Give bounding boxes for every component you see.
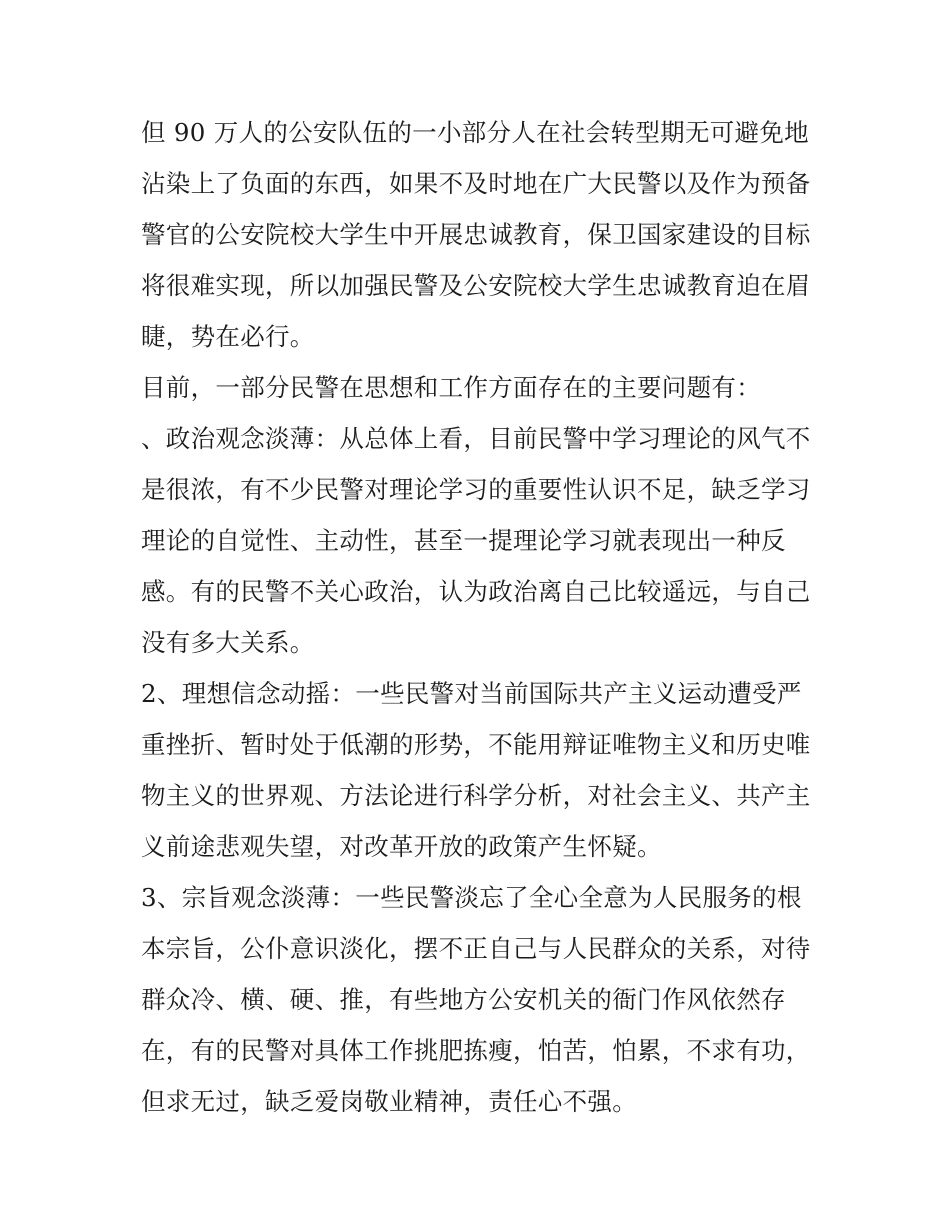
text-line: 在，有的民警对具体工作挑肥拣瘦，怕苦，怕累，不求有功， [141,1036,811,1065]
text-line: 群众冷、横、硬、推，有些地方公安机关的衙门作风依然存 [141,985,786,1014]
text-line: 2、理想信念动摇：一些民警对当前国际共产主义运动遭受严 [141,679,802,708]
document-body [141,107,821,1127]
text-line: 目前，一部分民警在思想和工作方面存在的主要问题有： [141,373,761,402]
text-line: 感。有的民警不关心政治，认为政治离自己比较遥远，与自己 [141,577,811,606]
text-line: 没有多大关系。 [141,628,315,657]
text-line: 本宗旨，公仆意识淡化，摆不正自己与人民群众的关系，对待 [141,934,811,963]
text-line: 物主义的世界观、方法论进行科学分析，对社会主义、共产主 [141,781,811,810]
text-line: 理论的自觉性、主动性，甚至一提理论学习就表现出一种反 [141,526,786,555]
text-line: 睫，势在必行。 [141,322,315,351]
text-line: 但 90 万人的公安队伍的一小部分人在社会转型期无可避免地 [141,118,809,147]
text-line: 将很难实现，所以加强民警及公安院校大学生忠诚教育迫在眉 [141,271,811,300]
text-line: 、政治观念淡薄：从总体上看，目前民警中学习理论的风气不 [141,424,811,453]
text-line: 3、宗旨观念淡薄：一些民警淡忘了全心全意为人民服务的根 [141,883,802,912]
text-line: 义前途悲观失望，对改革开放的政策产生怀疑。 [141,832,662,861]
text-line: 警官的公安院校大学生中开展忠诚教育，保卫国家建设的目标 [141,220,811,249]
text-line: 但求无过，缺乏爱岗敬业精神，责任心不强。 [141,1087,637,1116]
text-line: 重挫折、暂时处于低潮的形势，不能用辩证唯物主义和历史唯 [141,730,811,759]
text-line: 沾染上了负面的东西，如果不及时地在广大民警以及作为预备 [141,169,811,198]
text-line: 是很浓，有不少民警对理论学习的重要性认识不足，缺乏学习 [141,475,811,504]
